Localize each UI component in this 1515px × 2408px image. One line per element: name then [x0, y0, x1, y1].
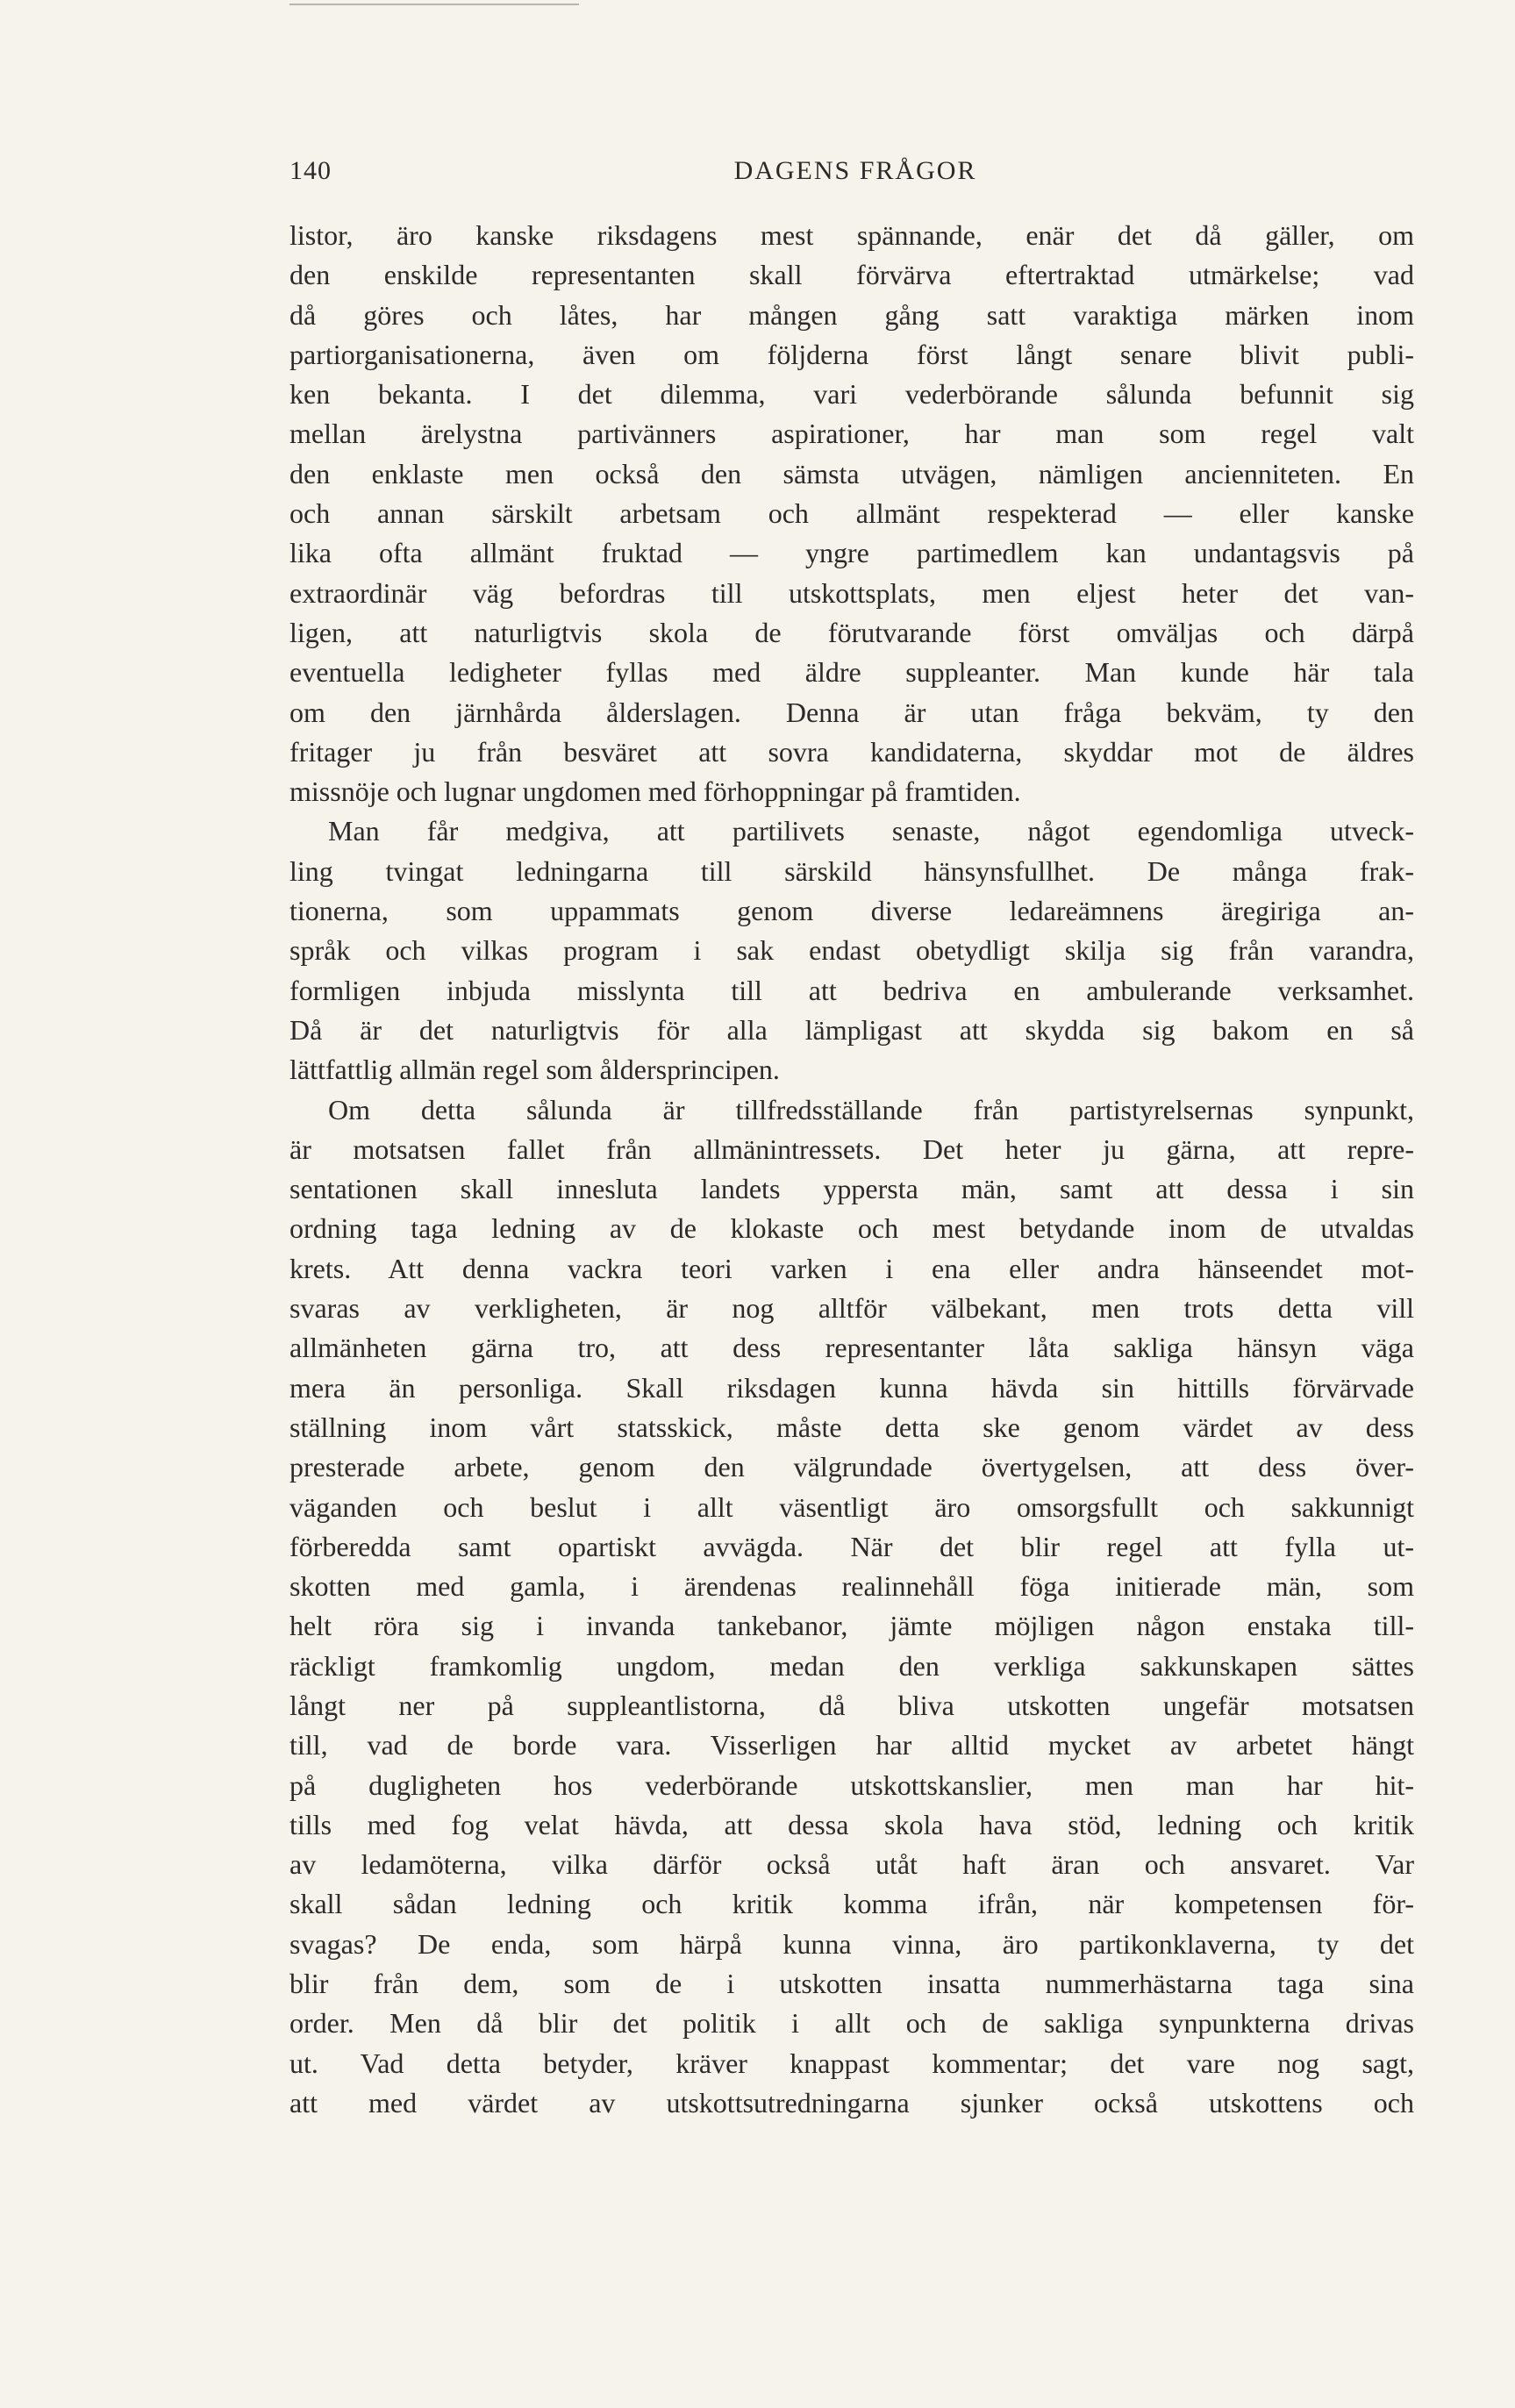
- text-line: extraordinär väg befordras till utskottsplats, men eljest heter det van-: [289, 576, 1414, 609]
- text-line: order. Men då blir det politik i allt och de sakliga synpunkterna drivas: [289, 2007, 1414, 2040]
- text-line: krets. Att denna vackra teori varken i ena eller andra hänseendet mot-: [289, 1252, 1414, 1284]
- text-line: av ledamöterna, vilka därför också utåt haft äran och ansvaret. Var: [289, 1848, 1414, 1881]
- text-line: och annan särskilt arbetsam och allmänt respekterad — eller kanske: [289, 497, 1414, 530]
- text-line: partiorganisationerna, även om följderna först långt senare blivit publi-: [289, 338, 1414, 370]
- text-line: är motsatsen fallet från allmänintressets. Det heter ju gärna, att repre-: [289, 1133, 1414, 1165]
- text-line: språk och vilkas program i sak endast obetydligt skilja sig från varandra,: [289, 934, 1414, 967]
- text-line: väganden och beslut i allt väsentligt äro omsorgsfullt och sakkunnigt: [289, 1490, 1414, 1523]
- page-header: [289, 156, 1421, 195]
- text-line: svagas? De enda, som härpå kunna vinna, äro partikonklaverna, ty det: [289, 1927, 1414, 1960]
- top-edge-rule: [289, 4, 579, 5]
- text-line: helt röra sig i invanda tankebanor, jämte möjligen någon enstaka till-: [289, 1610, 1414, 1642]
- text-line: långt ner på suppleantlistorna, då bliva utskotten ungefär motsatsen: [289, 1689, 1414, 1721]
- text-line: eventuella ledigheter fyllas med äldre suppleanter. Man kunde här tala: [289, 656, 1414, 689]
- text-line: allmänheten gärna tro, att dess representanter låta sakliga hänsyn väga: [289, 1332, 1414, 1364]
- text-line: svaras av verkligheten, är nog alltför välbekant, men trots detta vill: [289, 1292, 1414, 1325]
- text-line: missnöje och lugnar ungdomen med förhoppningar på framtiden.: [289, 775, 1021, 808]
- text-line: skall sådan ledning och kritik komma ifrån, när kompetensen för-: [289, 1888, 1414, 1920]
- text-line: skotten med gamla, i ärendenas realinnehåll föga initierade män, som: [289, 1570, 1414, 1603]
- text-line: mera än personliga. Skall riksdagen kunna hävda sin hittills förvärvade: [289, 1371, 1414, 1404]
- text-line: då göres och låtes, har mången gång satt varaktiga märken inom: [289, 298, 1414, 331]
- running-head: DAGENS FRÅGOR: [733, 156, 977, 185]
- text-line: mellan ärelystna partivänners aspirationer, har man som regel valt: [289, 418, 1414, 450]
- text-line: Då är det naturligtvis för alla lämpligast att skydda sig bakom en så: [289, 1013, 1414, 1046]
- text-line: lika ofta allmänt fruktad — yngre partimedlem kan undantagsvis på: [289, 537, 1414, 569]
- text-line: ling tvingat ledningarna till särskild hänsynsfullhet. De många frak-: [289, 854, 1414, 887]
- text-line: ut. Vad detta betyder, kräver knappast kommentar; det vare nog sagt,: [289, 2047, 1414, 2079]
- text-line: Man får medgiva, att partilivets senaste, något egendomliga utveck-: [328, 815, 1414, 847]
- text-line: förberedda samt opartiskt avvägda. När det blir regel att fylla ut-: [289, 1530, 1414, 1562]
- text-line: ställning inom vårt statsskick, måste detta ske genom värdet av dess: [289, 1411, 1414, 1443]
- text-line: ligen, att naturligtvis skola de förutvarande först omväljas och därpå: [289, 616, 1414, 648]
- text-line: att med värdet av utskottsutredningarna sjunker också utskottens och: [289, 2086, 1414, 2119]
- text-line: blir från dem, som de i utskotten insatta nummerhästarna taga sina: [289, 1968, 1414, 2000]
- page-number: 140: [289, 156, 332, 185]
- text-line: räckligt framkomlig ungdom, medan den verkliga sakkunskapen sättes: [289, 1649, 1414, 1682]
- text-line: formligen inbjuda misslynta till att bedriva en ambulerande verksamhet.: [289, 974, 1414, 1006]
- text-line: ordning taga ledning av de klokaste och mest betydande inom de utvaldas: [289, 1212, 1414, 1245]
- text-line: sentationen skall innesluta landets yppersta män, samt att dessa i sin: [289, 1173, 1414, 1205]
- text-line: om den järnhårda ålderslagen. Denna är utan fråga bekväm, ty den: [289, 696, 1414, 728]
- text-line: den enklaste men också den sämsta utvägen, nämligen ancienniteten. En: [289, 457, 1414, 489]
- text-line: Om detta sålunda är tillfredsställande från partistyrelsernas synpunkt,: [328, 1093, 1414, 1125]
- text-line: listor, äro kanske riksdagens mest spännande, enär det då gäller, om: [289, 219, 1414, 251]
- text-line: på dugligheten hos vederbörande utskottskanslier, men man har hit-: [289, 1768, 1414, 1801]
- text-line: till, vad de borde vara. Visserligen har alltid mycket av arbetet hängt: [289, 1729, 1414, 1761]
- text-line: tionerna, som uppammats genom diverse ledareämnens äregiriga an-: [289, 895, 1414, 927]
- text-line: ken bekanta. I det dilemma, vari vederbörande sålunda befunnit sig: [289, 378, 1414, 411]
- body-text: [289, 216, 1414, 2123]
- text-line: den enskilde representanten skall förvärva eftertraktad utmärkelse; vad: [289, 259, 1414, 291]
- text-line: lättfattlig allmän regel som åldersprincipen.: [289, 1054, 780, 1086]
- text-line: fritager ju från besväret att sovra kandidaterna, skyddar mot de äldres: [289, 735, 1414, 768]
- text-line: tills med fog velat hävda, att dessa skola hava stöd, ledning och kritik: [289, 1808, 1414, 1840]
- text-line: presterade arbete, genom den välgrundade övertygelsen, att dess över-: [289, 1451, 1414, 1483]
